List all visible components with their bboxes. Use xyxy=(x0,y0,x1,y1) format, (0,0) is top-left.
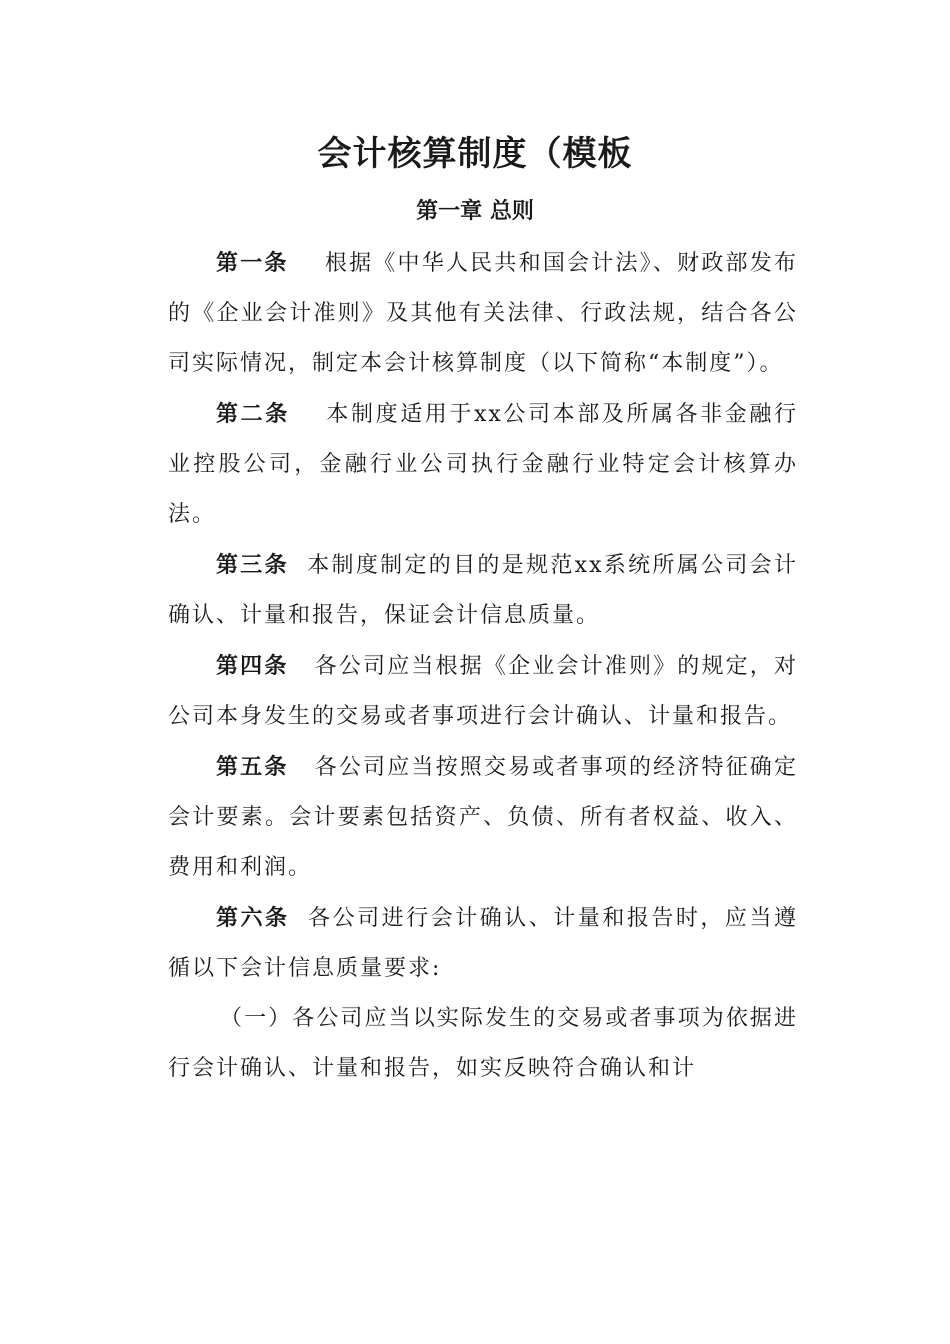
article-6 xyxy=(168,893,798,994)
article-label: 第二条 xyxy=(216,401,290,427)
article-5 xyxy=(168,742,798,893)
article-text: 各公司应当按照交易或者事项的经济特征确定会计要素。会计要素包括资产、负债、所有者权益、收入、费用和利润。 xyxy=(168,755,798,880)
article-1 xyxy=(168,238,798,389)
article-label: 第六条 xyxy=(216,905,290,931)
list-item-text: （一）各公司应当以实际发生的交易或者事项为依据进行会计确认、计量和报告，如实反映符合确认和计 xyxy=(168,1006,798,1081)
article-text: 本制度适用于xx公司本部及所属各非金融行业控股公司，金融行业公司执行金融行业特定会计核算办法。 xyxy=(168,402,798,527)
article-label: 第四条 xyxy=(216,653,289,679)
chapter-heading: 第一章 总则 xyxy=(416,199,534,224)
article-text: 各公司进行会计确认、计量和报告时，应当遵循以下会计信息质量要求: xyxy=(168,906,798,981)
article-label: 第一条 xyxy=(216,250,289,276)
list-item xyxy=(168,994,798,1094)
article-3 xyxy=(168,540,798,641)
article-text: 本制度制定的目的是规范xx系统所属公司会计确认、计量和报告，保证会计信息质量。 xyxy=(168,553,798,628)
document-body xyxy=(168,238,798,1094)
article-text: 根据《中华人民共和国会计法》、财政部发布的《企业会计准则》及其他有关法律、行政法规，结合各公司实际情况，制定本会计核算制度（以下简称“本制度”）。 xyxy=(168,251,798,376)
article-text: 各公司应当根据《企业会计准则》的规定，对公司本身发生的交易或者事项进行会计确认、计量和报告。 xyxy=(168,654,798,729)
article-label: 第五条 xyxy=(216,754,289,780)
article-2 xyxy=(168,389,798,540)
article-4 xyxy=(168,641,798,742)
article-label: 第三条 xyxy=(216,552,289,578)
document-title: 会计核算制度（模板 xyxy=(317,134,633,174)
